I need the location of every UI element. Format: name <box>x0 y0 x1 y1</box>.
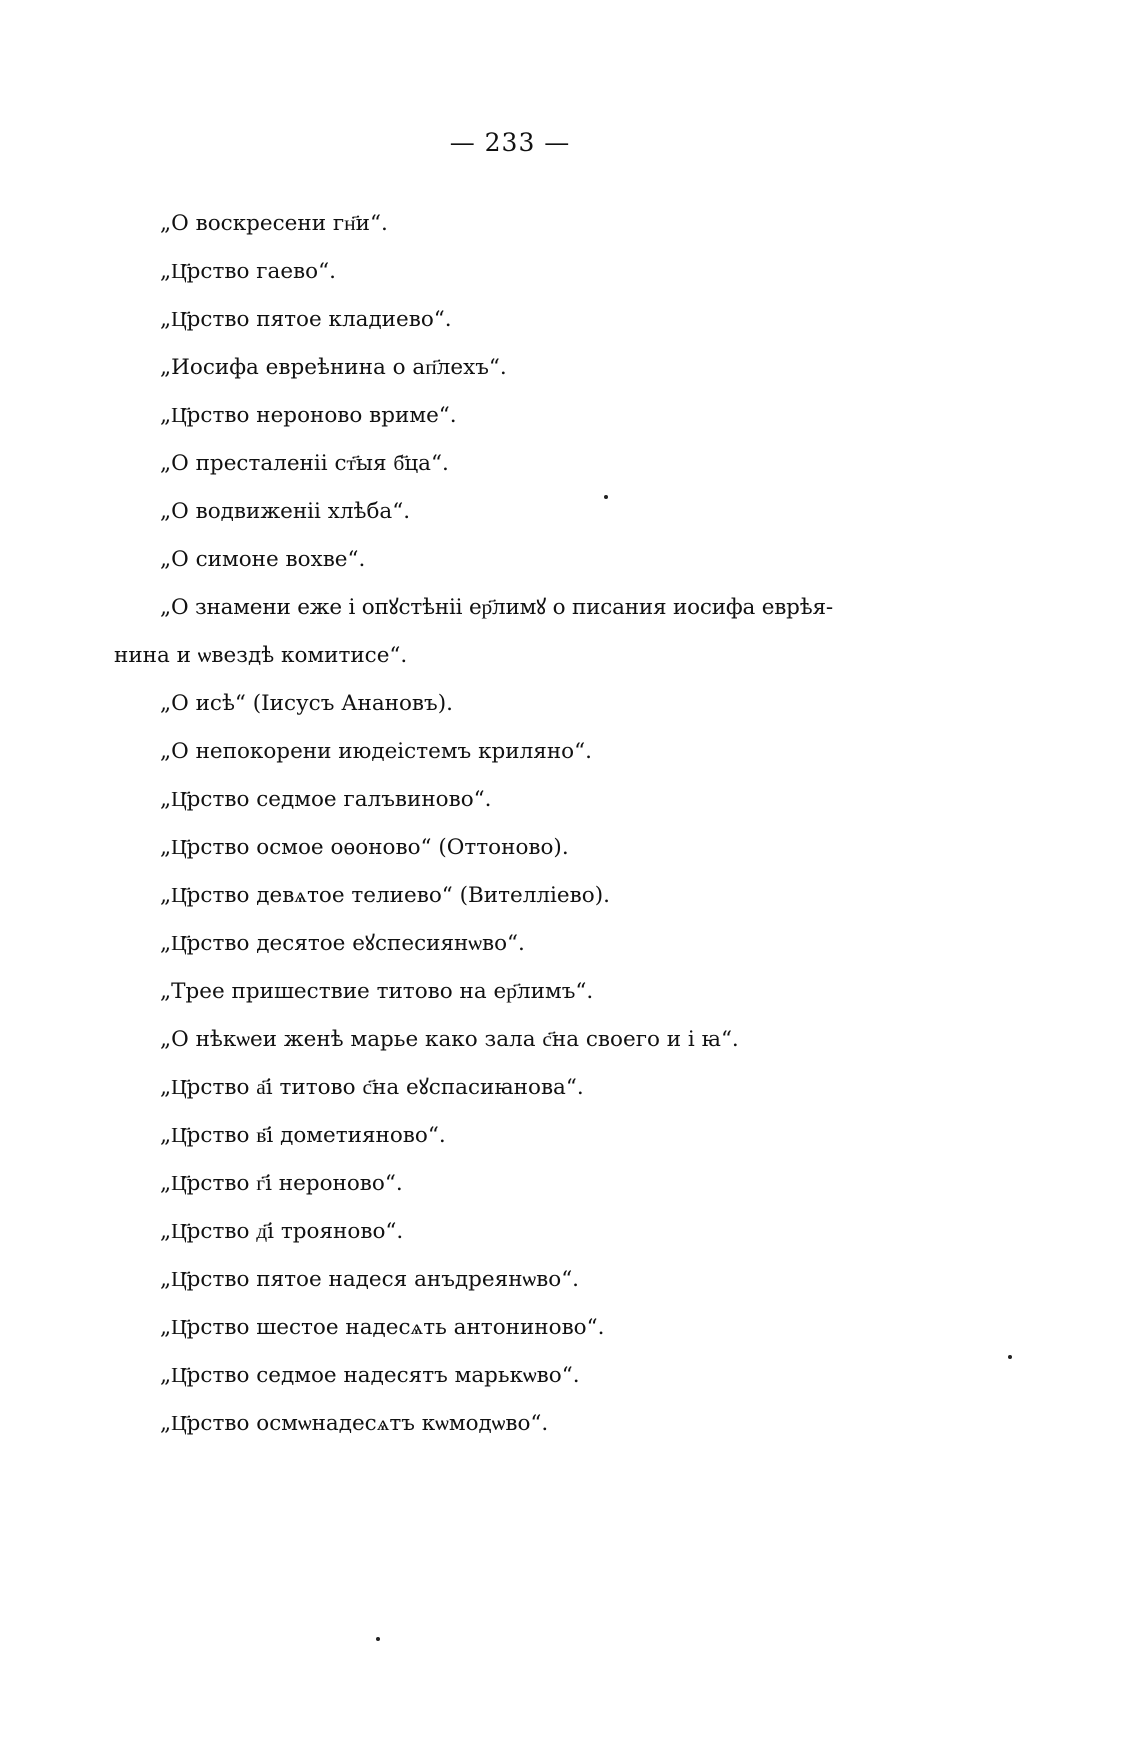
text-line: „Ц҃рство пятое надеся анъдреянѡво“. <box>160 1267 580 1292</box>
scan-speck <box>376 1637 380 1641</box>
text-line: „Иосифа евреѣнина о ап҃лехъ“. <box>160 355 507 380</box>
text-line: „Ц҃рство седмое галъвиново“. <box>160 787 492 812</box>
text-line: „Ц҃рство нероново вриме“. <box>160 403 457 428</box>
text-line: „О непокорени июдеістемъ криляно“. <box>160 739 592 764</box>
text-line: „Ц҃рство пятое кладиево“. <box>160 307 452 332</box>
text-line: „О нѣкѡеи женѣ марье како зала с҃на своего и і ꙗ“. <box>160 1027 739 1052</box>
text-line: „Ц҃рство в҃і дометияново“. <box>160 1123 446 1148</box>
text-line: „О престаленіі ст҃ыя б҃ца“. <box>160 451 449 476</box>
text-line: „Ц҃рство десятое еꙋспесиянѡво“. <box>160 931 525 956</box>
text-line: „Ц҃рство гаево“. <box>160 259 336 284</box>
text-line: „Ц҃рство седмое надесятъ марькѡво“. <box>160 1363 580 1388</box>
text-line: „О исѣ“ (Іисусъ Анановъ). <box>160 691 453 716</box>
text-line: „Ц҃рство д҃і трояново“. <box>160 1219 404 1244</box>
text-line: „О воскресени гн҃и“. <box>160 211 388 236</box>
text-line: „О знамени еже і опꙋстѣніі ер҃лимꙋ о писания иосифа еврѣя- <box>160 595 833 620</box>
text-line: „Ц҃рство осмѡнадесѧтъ кѡмодѡво“. <box>160 1411 549 1436</box>
text-line: „Ц҃рство осмое оѳоново“ (Оттоново). <box>160 835 569 860</box>
scan-speck <box>604 495 608 499</box>
text-line: „Ц҃рство г҃і нероново“. <box>160 1171 403 1196</box>
text-line: „Трее пришествие титово на ер҃лимъ“. <box>160 979 594 1004</box>
text-line: „Ц҃рство девѧтое телиево“ (Вителліево). <box>160 883 610 908</box>
text-line: „О водвиженіі хлѣба“. <box>160 499 411 524</box>
text-line: „Ц҃рство а҃і титово с҃на еꙋспасиꙗнова“. <box>160 1075 584 1100</box>
text-body <box>90 200 930 1448</box>
page-number: — 233 — <box>449 128 571 157</box>
scan-speck <box>1008 1355 1012 1359</box>
text-line: „Ц҃рство шестое надесѧть антониново“. <box>160 1315 605 1340</box>
text-line: „О симоне вохве“. <box>160 547 366 572</box>
text-line: нина и ѡвездѣ комитисе“. <box>114 643 408 668</box>
